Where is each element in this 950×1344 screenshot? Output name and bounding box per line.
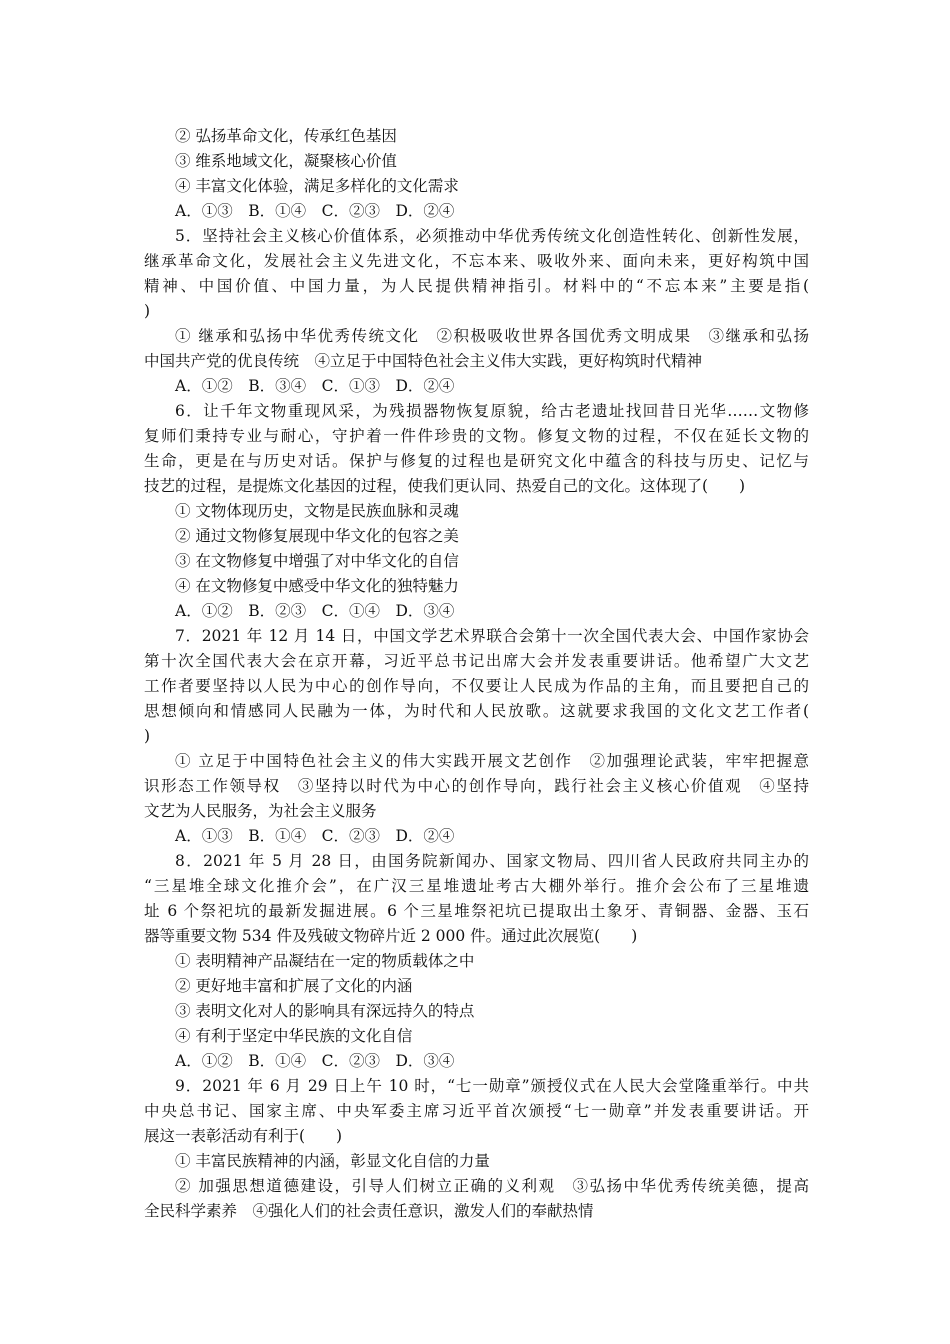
q7-stem-line: 7．2021 年 12 月 14 日，中国文学艺术界联合会第十一次全国代表大会、中国作家协会 <box>175 627 809 645</box>
q6-option-3: ③ 在文物修复中增强了对中华文化的自信 <box>175 552 459 570</box>
q7-stem-line: 思想倾向和情感同人民融为一体，为时代和人民放歌。这就要求我国的文化文艺工作者( <box>144 702 809 720</box>
q8-option-2: ② 更好地丰富和扩展了文化的内涵 <box>175 977 413 995</box>
q5-options-line: ① 继承和弘扬中华优秀传统文化 ②积极吸收世界各国优秀文明成果 ③继承和弘扬 <box>175 327 809 345</box>
q8-stem-line: 器等重要文物 534 件及残破文物碎片近 2 000 件。通过此次展览( ) <box>144 927 638 945</box>
q7-stem-line: 工作者要坚持以人民为中心的创作导向，不仅要让人民成为作品的主角，而且要把自己的 <box>144 677 809 695</box>
q4-option-4: ④ 丰富文化体验，满足多样化的文化需求 <box>175 177 459 195</box>
q4-choices: A．①③ B．①④ C．②③ D．②④ <box>175 202 455 220</box>
q8-option-3: ③ 表明文化对人的影响具有深远持久的特点 <box>175 1002 475 1020</box>
q5-stem-line: ) <box>144 302 151 320</box>
q5-stem-line: 继承革命文化，发展社会主义先进文化，不忘本来、吸收外来、面向未来，更好构筑中国 <box>144 252 809 270</box>
q6-option-4: ④ 在文物修复中感受中华文化的独特魅力 <box>175 577 459 595</box>
q8-stem-line: “三星堆全球文化推介会”，在广汉三星堆遗址考古大棚外举行。推介会公布了三星堆遗 <box>144 877 809 895</box>
q7-choices: A．①③ B．①④ C．②③ D．②④ <box>175 827 455 845</box>
q8-option-4: ④ 有利于坚定中华民族的文化自信 <box>175 1027 413 1045</box>
q7-stem-line: 第十次全国代表大会在京开幕，习近平总书记出席大会并发表重要讲话。他希望广大文艺 <box>144 652 809 670</box>
q9-options-line: ② 加强思想道德建设，引导人们树立正确的义利观 ③弘扬中华优秀传统美德，提高 <box>175 1177 809 1195</box>
q6-stem-line: 6．让千年文物重现风采，为残损器物恢复原貌，给古老遗址找回昔日光华……文物修 <box>175 402 809 420</box>
q9-options-line: 全民科学素养 ④强化人们的社会责任意识，激发人们的奉献热情 <box>144 1202 594 1220</box>
q5-options-line: 中国共产党的优良传统 ④立足于中国特色社会主义伟大实践，更好构筑时代精神 <box>144 352 703 370</box>
q6-stem-line: 技艺的过程，是提炼文化基因的过程，使我们更认同、热爱自己的文化。这体现了( ) <box>144 477 746 495</box>
q4-option-2: ② 弘扬革命文化，传承红色基因 <box>175 127 397 145</box>
q7-options-line: 识形态工作领导权 ③坚持以时代为中心的创作导向，践行社会主义核心价值观 ④坚持 <box>144 777 809 795</box>
question-content <box>144 124 809 1224</box>
q8-stem-line: 8．2021 年 5 月 28 日，由国务院新闻办、国家文物局、四川省人民政府共同主办的 <box>175 852 809 870</box>
q7-options-line: ① 立足于中国特色社会主义的伟大实践开展文艺创作 ②加强理论武装，牢牢把握意 <box>175 752 809 770</box>
q5-stem-line: 5．坚持社会主义核心价值体系，必须推动中华优秀传统文化创造性转化、创新性发展， <box>175 227 809 245</box>
q9-stem-line: 展这一表彰活动有利于( ) <box>144 1127 343 1145</box>
q8-option-1: ① 表明精神产品凝结在一定的物质载体之中 <box>175 952 475 970</box>
q7-options-line: 文艺为人民服务，为社会主义服务 <box>144 802 377 820</box>
q6-stem-line: 生命，更是在与历史对话。保护与修复的过程也是研究文化中蕴含的科技与历史、记忆与 <box>144 452 809 470</box>
q6-choices: A．①② B．②③ C．①④ D．③④ <box>175 602 455 620</box>
q6-option-2: ② 通过文物修复展现中华文化的包容之美 <box>175 527 459 545</box>
q5-choices: A．①② B．③④ C．①③ D．②④ <box>175 377 455 395</box>
q7-stem-line: ) <box>144 727 151 745</box>
q5-stem-line: 精神、中国价值、中国力量，为人民提供精神指引。材料中的“不忘本来”主要是指( <box>144 277 809 295</box>
q9-stem-line: 中央总书记、国家主席、中央军委主席习近平首次颁授“七一勋章”并发表重要讲话。开 <box>144 1102 809 1120</box>
q9-stem-line: 9．2021 年 6 月 29 日上午 10 时，“七一勋章”颁授仪式在人民大会堂隆重举行。中共 <box>175 1077 809 1095</box>
q8-stem-line: 址 6 个祭祀坑的最新发掘进展。6 个三星堆祭祀坑已提取出土象牙、青铜器、金器、玉石 <box>144 902 809 920</box>
q6-option-1: ① 文物体现历史，文物是民族血脉和灵魂 <box>175 502 459 520</box>
q9-option-1: ① 丰富民族精神的内涵，彰显文化自信的力量 <box>175 1152 490 1170</box>
q4-option-3: ③ 维系地域文化，凝聚核心价值 <box>175 152 397 170</box>
q8-choices: A．①② B．①④ C．②③ D．③④ <box>175 1052 455 1070</box>
q6-stem-line: 复师们秉持专业与耐心，守护着一件件珍贵的文物。修复文物的过程，不仅在延长文物的 <box>144 427 809 445</box>
